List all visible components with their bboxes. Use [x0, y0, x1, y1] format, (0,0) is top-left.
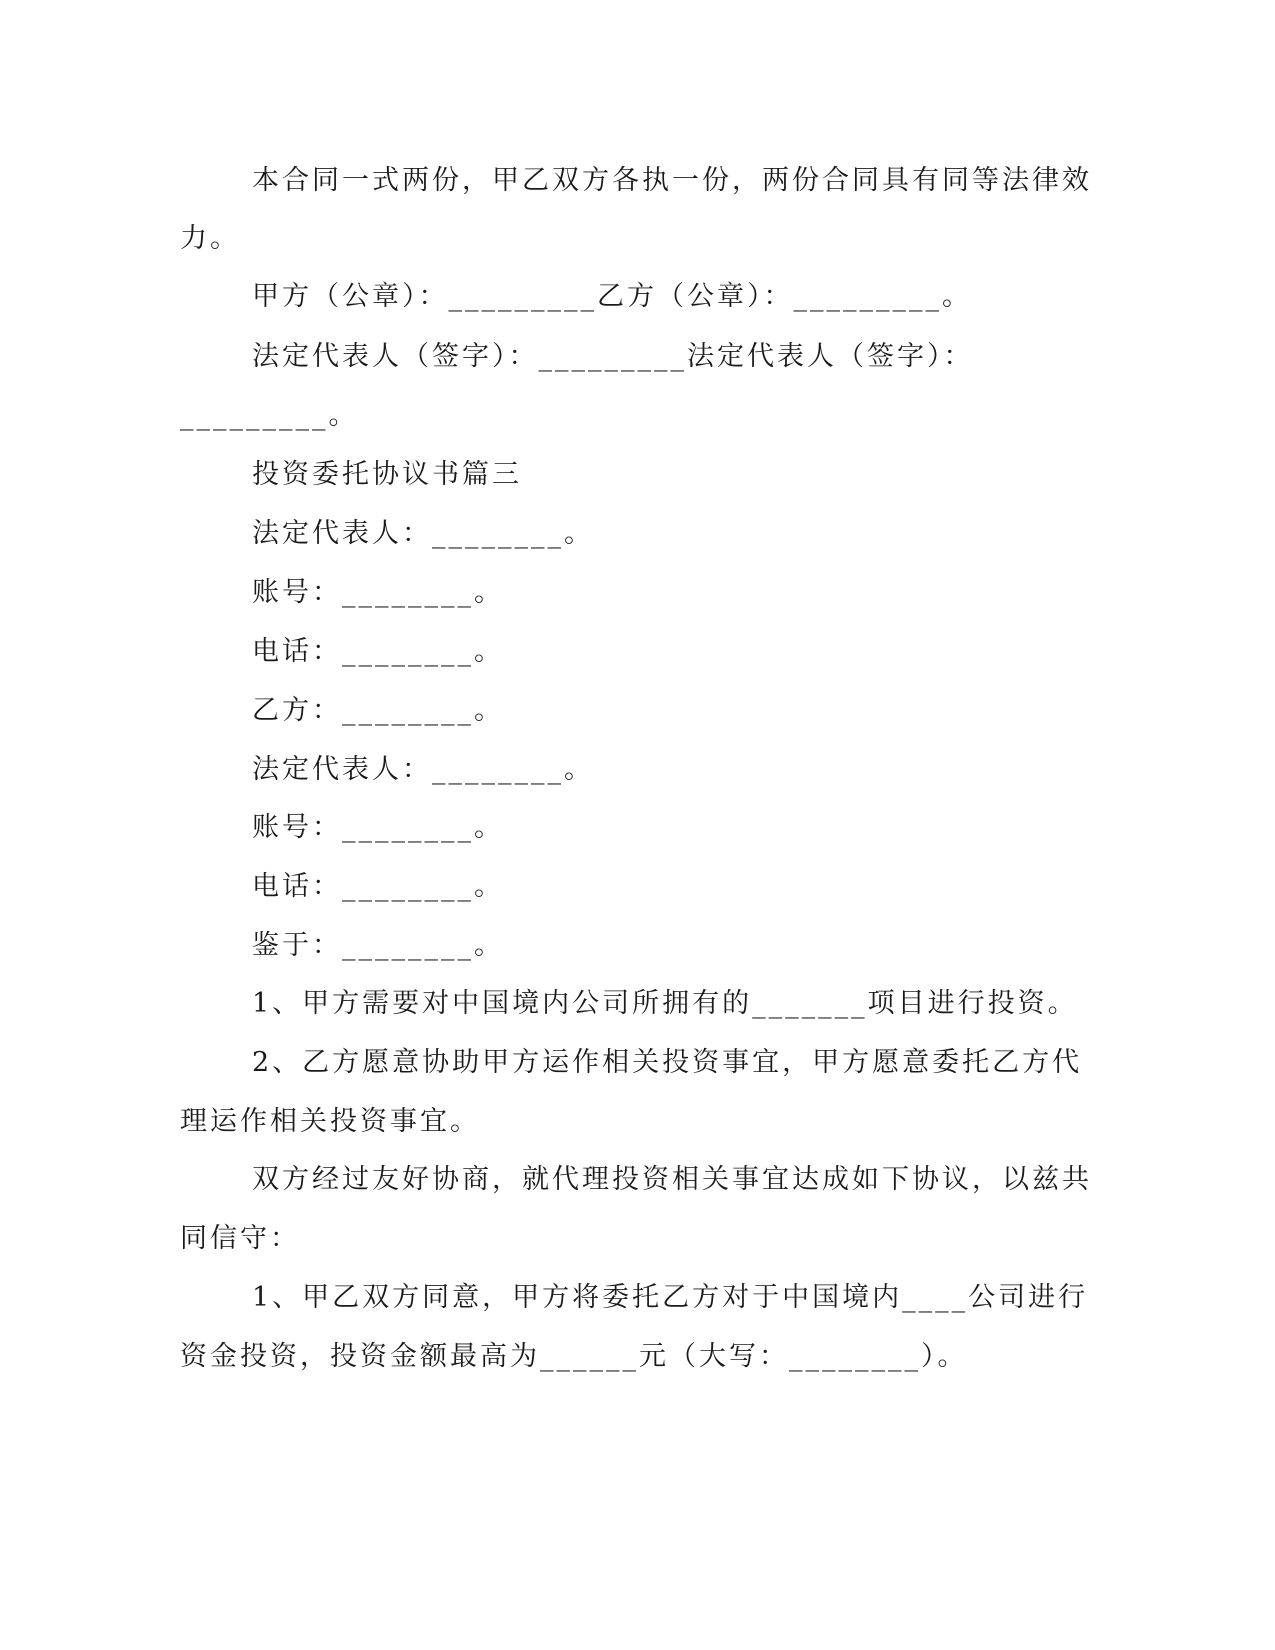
- clause-1-line-2: 资金投资，投资金额最高为______元（大写：________）。: [180, 1341, 968, 1372]
- recital-2-line-1: 2、乙方愿意协助甲方运作相关投资事宜，甲方愿意委托乙方代: [252, 1047, 1083, 1078]
- recital-2-line-2: 理运作相关投资事宜。: [180, 1106, 480, 1137]
- whereas-line: 鉴于：________。: [252, 930, 504, 961]
- party-a-legal-rep: 法定代表人：________。: [252, 518, 594, 549]
- agreement-intro-line-2: 同信守：: [180, 1223, 300, 1254]
- legal-rep-signature-line-1: 法定代表人（签字）：_________法定代表人（签字）：: [252, 341, 974, 372]
- party-a-account: 账号：________。: [252, 577, 504, 608]
- party-a-phone: 电话：________。: [252, 636, 504, 667]
- party-seal-line: 甲方（公章）：_________乙方（公章）：_________。: [252, 281, 972, 312]
- party-b: 乙方：________。: [252, 695, 504, 726]
- paragraph-copies-line-1: 本合同一式两份，甲乙双方各执一份，两份合同具有同等法律效: [252, 165, 1092, 196]
- section-heading: 投资委托协议书篇三: [252, 459, 522, 490]
- party-b-account: 账号：________。: [252, 812, 504, 843]
- agreement-intro-line-1: 双方经过友好协商，就代理投资相关事宜达成如下协议，以兹共: [252, 1164, 1092, 1195]
- recital-1: 1、甲方需要对中国境内公司所拥有的_______项目进行投资。: [252, 988, 1078, 1019]
- paragraph-copies-line-2: 力。: [180, 223, 240, 254]
- party-b-legal-rep: 法定代表人：________。: [252, 754, 594, 785]
- party-b-phone: 电话：________。: [252, 871, 504, 902]
- legal-rep-signature-line-2: _________。: [180, 400, 359, 431]
- clause-1-line-1: 1、甲乙双方同意，甲方将委托乙方对于中国境内____公司进行: [252, 1282, 1089, 1313]
